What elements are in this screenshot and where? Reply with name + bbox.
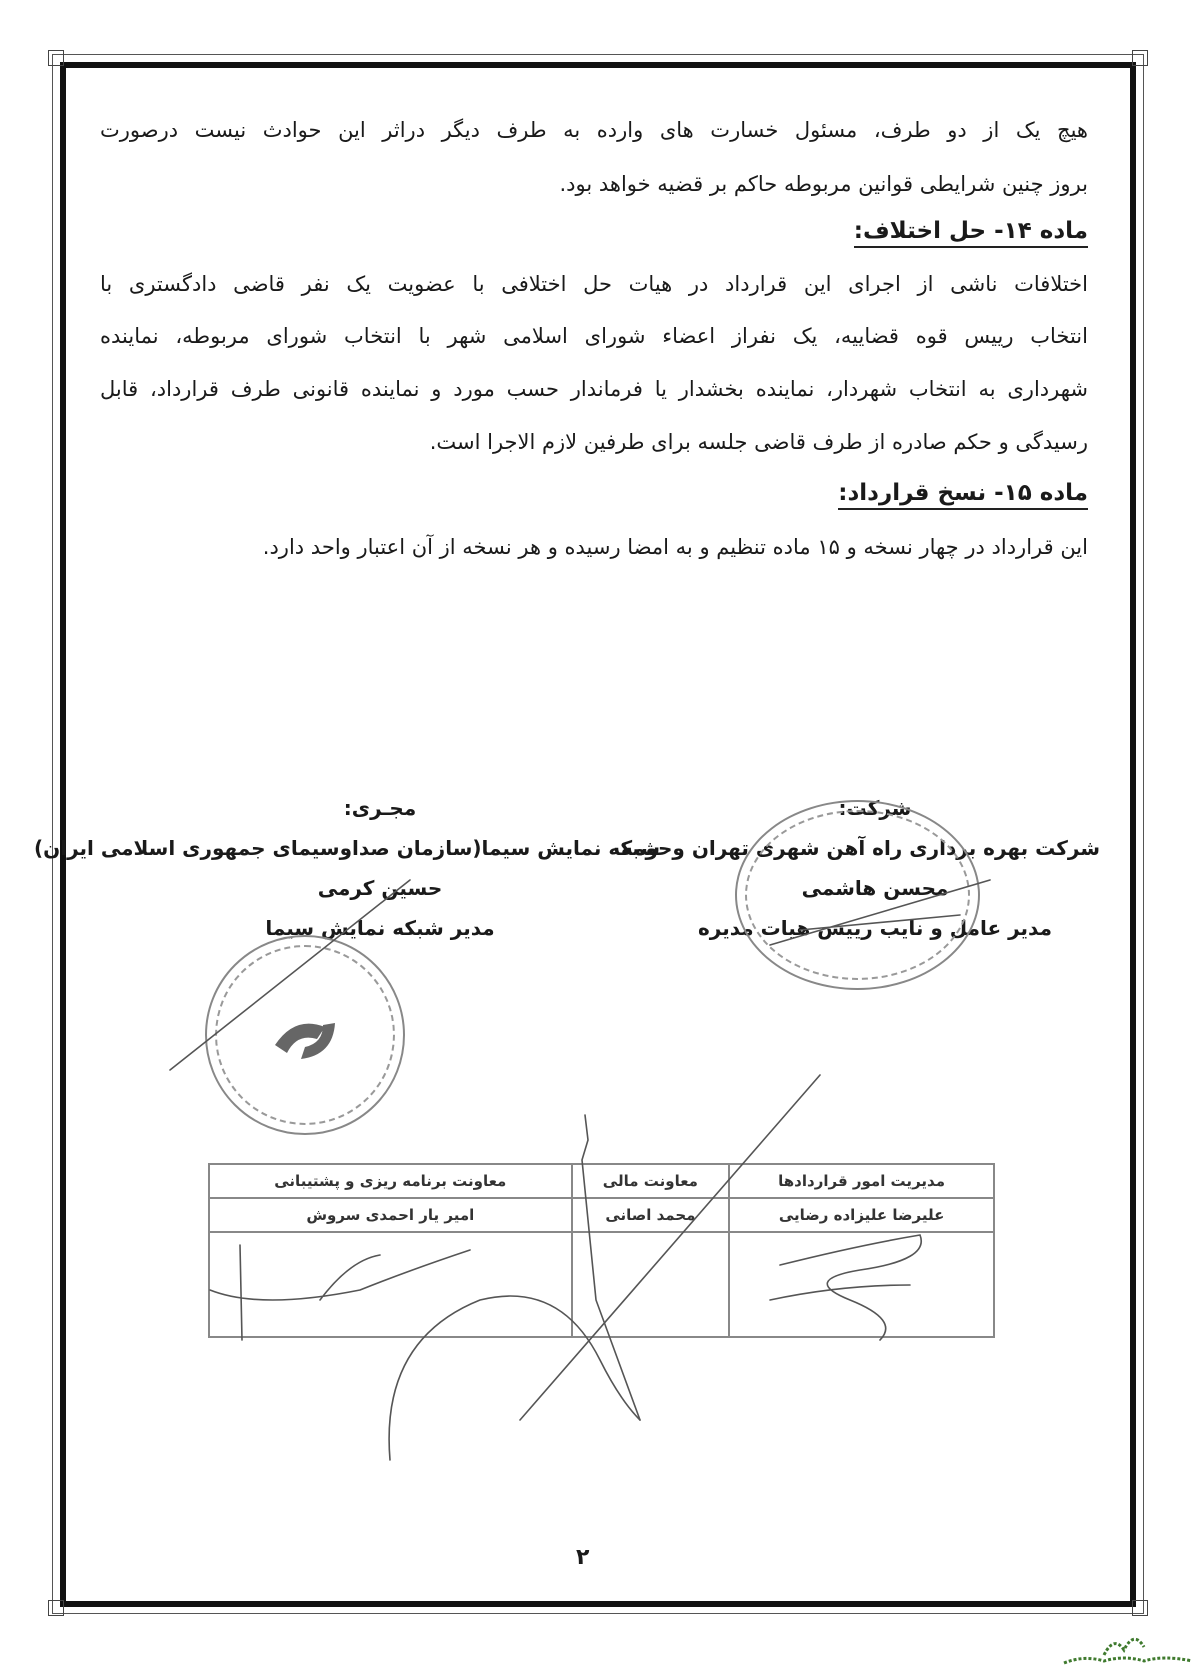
table-row [209,1232,994,1337]
frame-corner-ornament [48,50,64,66]
paragraph-line: رسیدگی و حکم صادره از طرف قاضی جلسه برای طرفین لازم الاجرا است. [429,430,1088,454]
article-15-heading: ماده ۱۵- نسخ قرارداد: [838,480,1088,510]
table-row [209,1198,994,1232]
signatory-title: مدیر شبکه نمایش سیما [265,916,495,940]
table-header-cell: مدیریت امور قراردادها [729,1164,994,1198]
paragraph-line: بروز چنین شرایطی قوانین مربوطه حاکم بر قضیه خواهد بود. [559,172,1088,196]
executor-stamp-icon [205,935,405,1135]
table-header-row [209,1164,994,1198]
signature-cell [209,1232,572,1337]
table-header-cell: معاونت برنامه ریزی و پشتیبانی [209,1164,572,1198]
watermark-logo-icon [1044,1625,1194,1667]
signatory-executor [34,788,660,948]
approval-table [208,1163,995,1338]
signatory-name: حسین کرمی [317,876,443,900]
paragraph-line: شهرداری به انتخاب شهردار، نماینده بخشدار یا فرماندار حسب مورد و نماینده قانونی طرف قرارداد، قابل [100,377,1088,401]
signatory-label: مجـری: [343,796,417,820]
signatory-label: شرکت: [838,796,912,820]
article-14-heading: ماده ۱۴- حل اختلاف: [854,218,1088,248]
signatory-title: مدیر عامل و نایب رییس هیات مدیره [698,916,1052,940]
paragraph-line: اختلافات ناشی از اجرای این قرارداد در هیات حل اختلافی با عضویت یک نفر قاضی دادگستری با [100,272,1088,296]
signature-cell [572,1232,730,1337]
table-cell: امیر یار احمدی سروش [209,1198,572,1232]
network-logo-icon [205,935,405,1135]
table-cell: علیرضا علیزاده رضایی [729,1198,994,1232]
signature-cell [729,1232,994,1337]
paragraph-line: این قرارداد در چهار نسخه و ۱۵ ماده تنظیم و به امضا رسیده و هر نسخه از آن اعتبار واحد دارد. [262,535,1088,559]
frame-corner-ornament [48,1600,64,1616]
signatory-name: محسن هاشمی [801,876,949,900]
table-cell: محمد اصانی [572,1198,730,1232]
frame-corner-ornament [1132,1600,1148,1616]
paragraph-line: انتخاب رییس قوه قضاییه، یک نفراز اعضاء شورای اسلامی شهر با انتخاب شورای مربوطه، نماینده [100,324,1088,348]
page-number: ۲ [576,1545,590,1570]
paragraph-line: هیچ یک از دو طرف، مسئول خسارت های وارده به طرف دیگر دراثر این حوادث نیست درصورت [100,118,1088,142]
signatory-organization: شبکه نمایش سیما(سازمان صداوسیمای جمهوری اسلامی ایران) [34,836,660,860]
signatory-organization: شرکت بهره برداری راه آهن شهری تهران وحومه [620,836,1100,860]
table-header-cell: معاونت مالی [572,1164,730,1198]
frame-corner-ornament [1132,50,1148,66]
company-stamp-icon [735,800,980,990]
